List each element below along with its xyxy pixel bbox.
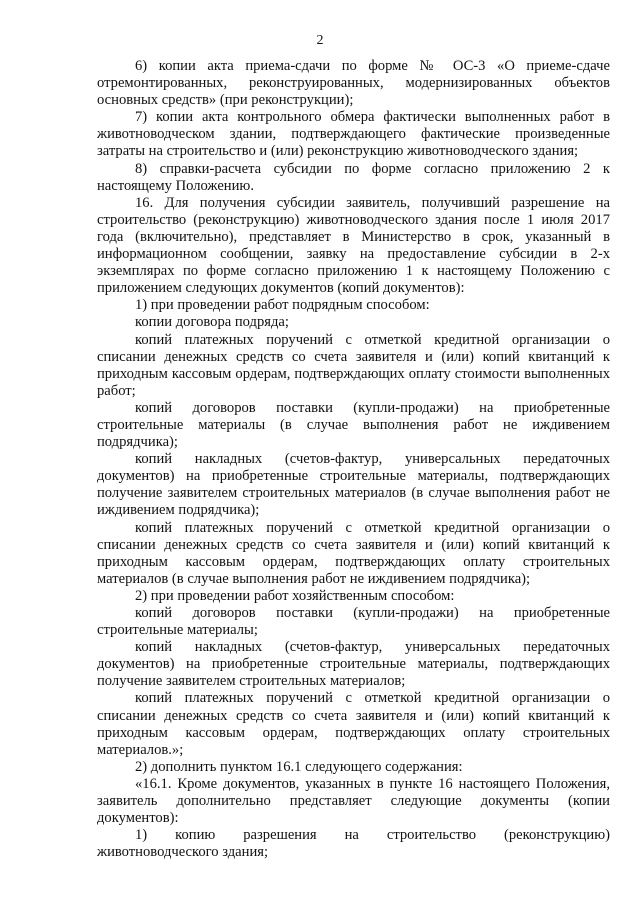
paragraph-subclause-1-heading: 1) при проведении работ подрядным способом:: [135, 297, 430, 314]
paragraph-supply-contracts-2: копий договоров поставки (купли-продажи) на приобретенные строительные материалы;: [97, 605, 610, 639]
paragraph-permit-copy: 1) копию разрешения на строительство (реконструкцию) животноводческого здания;: [97, 827, 610, 861]
page-number: 2: [316, 33, 324, 48]
paragraph-subclause-2-heading: 2) при проведении работ хозяйственным способом:: [135, 587, 455, 604]
paragraph-payment-orders-works: копий платежных поручений с отметкой кредитной организации о списании денежных средств со счета заявителя и (или) копий квитанций к приходным кассовым ордерам, подтверждающих оплату стоимости выполненных работ;: [97, 331, 610, 399]
paragraph-invoices-2: копий накладных (счетов-фактур, универсальных передаточных документов) на приобретенные строительные материалы, подтверждающих получение заявителем строительных материалов;: [97, 639, 610, 690]
paragraph-clause-16-1: «16.1. Кроме документов, указанных в пункте 16 настоящего Положения, заявитель дополнительно представляет следующие документы (копии документов):: [97, 775, 610, 827]
paragraph-item-6: 6) копии акта приема-сдачи по форме № ОС-3 «О приеме-сдаче отремонтированных, реконструированных, модернизированных объектов основных средств» (при реконструкции);: [97, 58, 610, 109]
paragraph-invoices: копий накладных (счетов-фактур, универсальных передаточных документов) на приобретенные строительные материалы, подтверждающих получение заявителем строительных материалов (в случае выполнения работ не иждивением подрядчика);: [97, 451, 610, 519]
paragraph-payment-orders-materials-2: копий платежных поручений с отметкой кредитной организации о списании денежных средств со счета заявителя и (или) копий квитанций к приходным кассовым ордерам, подтверждающих оплату строительных материалов.»;: [97, 690, 610, 758]
paragraph-amendment-16-1: 2) дополнить пунктом 16.1 следующего содержания:: [135, 758, 463, 775]
paragraph-item-7: 7) копии акта контрольного обмера фактически выполненных работ в животноводческом здании, подтверждающего фактические произведенные затраты на строительство и (или) реконструкцию животноводческого здания;: [97, 109, 610, 160]
document-body: [97, 58, 610, 861]
paragraph-payment-orders-materials: копий платежных поручений с отметкой кредитной организации о списании денежных средств со счета заявителя и (или) копий квитанций к приходным кассовым ордерам, подтверждающих оплату строительных материалов (в случае выполнения работ не иждивением подрядчика);: [97, 519, 610, 587]
paragraph-supply-contracts: копий договоров поставки (купли-продажи) на приобретенные строительные материалы (в случае выполнения работ не иждивением подрядчика);: [97, 399, 610, 451]
paragraph-item-8: 8) справки-расчета субсидии по форме согласно приложению 2 к настоящему Положению.: [97, 160, 610, 194]
paragraph-clause-16: 16. Для получения субсидии заявитель, получивший разрешение на строительство (реконструкцию) животноводческого здания после 1 июля 2017 года (включительно), представляет в Министерство в срок, указанный в информационном сообщении, заявку на предоставление субсидии в 2-х экземплярах по форме согласно приложению 1 к настоящему Положению с приложением следующих документов (копий документов):: [97, 194, 610, 297]
paragraph-contract-copy: копии договора подряда;: [135, 314, 289, 331]
